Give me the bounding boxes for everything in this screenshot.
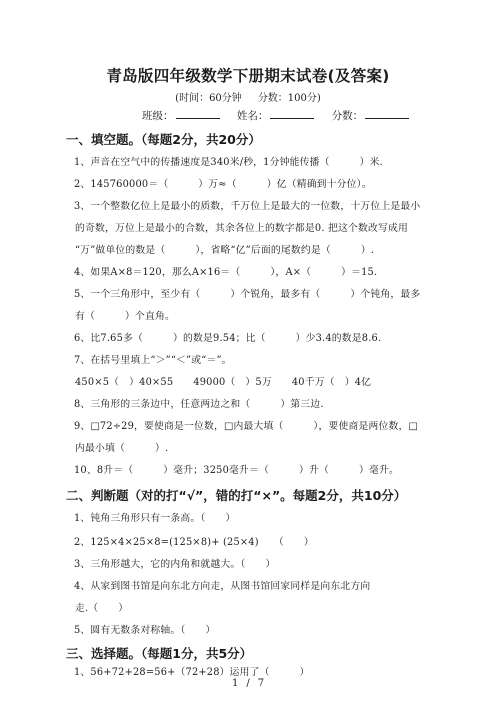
score-label: 分数： — [331, 110, 364, 122]
question-line: 内最小填（ ）. — [75, 443, 169, 454]
question-line: 1、声音在空气中的传播速度是340米/秒，1分钟能传播（ ）米. — [74, 157, 383, 168]
student-info-row — [142, 108, 423, 123]
question-line: 1、钝角三角形只有一条高。（ ） — [74, 513, 236, 524]
question-line: “万”做单位的数是（ ），省略“亿”后面的尾数约是（ ）. — [75, 245, 375, 256]
score-field[interactable] — [365, 108, 409, 119]
question-line: 7、在括号里填上“＞”“＜”或“＝”。 — [74, 355, 232, 366]
page-title: 青岛版四年级数学下册期末试卷(及答案) — [106, 67, 390, 85]
question-line: 10、8升＝（ ）毫升；3250毫升＝（ ）升（ ）毫升。 — [74, 465, 399, 476]
question-line: 1、56+72+28=56+（72+28）运用了（ ） — [74, 667, 310, 678]
question-line: 3、三角形越大，它的内角和就越大。（ ） — [74, 559, 276, 570]
question-line: 8、三角形的三条边中，任意两边之和（ ）第三边. — [74, 399, 324, 410]
page-current: 1 — [231, 678, 239, 689]
total-score: 分数：100分) — [257, 93, 321, 104]
page-separator: / — [246, 678, 250, 689]
question-line: 4、如果A×8＝120，那么A×16＝（ ），A×（ ）＝15. — [74, 267, 378, 278]
section-heading-true-false: 二、判断题（对的打“√”，错的打“×”。每题2分，共10分） — [66, 488, 407, 503]
question-line: 6、比7.65多（ ）的数是9.54；比（ ）少3.4的数是8.6. — [74, 333, 382, 344]
question-line: 2、125×4×25×8=(125×8)+ (25×4) （ ） — [74, 537, 314, 548]
exam-meta — [0, 89, 496, 104]
question-line: 2、145760000＝（ ）万≈（ ）亿（精确到十分位）。 — [74, 179, 372, 190]
question-line: 的奇数，万位上是最小的合数，其余各位上的数字都是0. 把这个数改写成用 — [75, 223, 408, 234]
question-line: 4、从家到图书馆是向东北方向走，从图书馆回家同样是向东北方向 — [74, 581, 371, 592]
name-field[interactable] — [270, 108, 314, 119]
question-line: 3、一个整数亿位上是最小的质数，千万位上是最大的一位数，十万位上是最小 — [74, 201, 421, 212]
class-label: 班级： — [142, 110, 174, 122]
question-line: 5、圆有无数条对称轴。（ ） — [74, 625, 216, 636]
class-field[interactable] — [176, 108, 220, 119]
question-line: 450×5（ ）40×55 49000（ ）5万 40千万（ ）4亿 — [75, 377, 372, 388]
question-line: 9、□72÷29，要使商是一位数，□内最大填（ ），要使商是两位数，□ — [74, 421, 418, 432]
name-label: 姓名： — [236, 110, 269, 122]
question-line: 走.（ ） — [75, 603, 129, 614]
page-number — [0, 678, 496, 689]
question-line: 有（ ）个直角。 — [75, 311, 175, 322]
time-limit: (时间：60分钟 — [175, 93, 242, 104]
section-heading-multiple-choice: 三、选择题。（每题1分，共5分） — [66, 646, 253, 661]
page-total: 7 — [257, 678, 265, 689]
section-heading-fill-blank: 一、填空题。（每题2分，共20分） — [66, 132, 261, 147]
question-line: 5、一个三角形中，至少有（ ）个锐角，最多有（ ）个钝角，最多 — [74, 289, 421, 300]
